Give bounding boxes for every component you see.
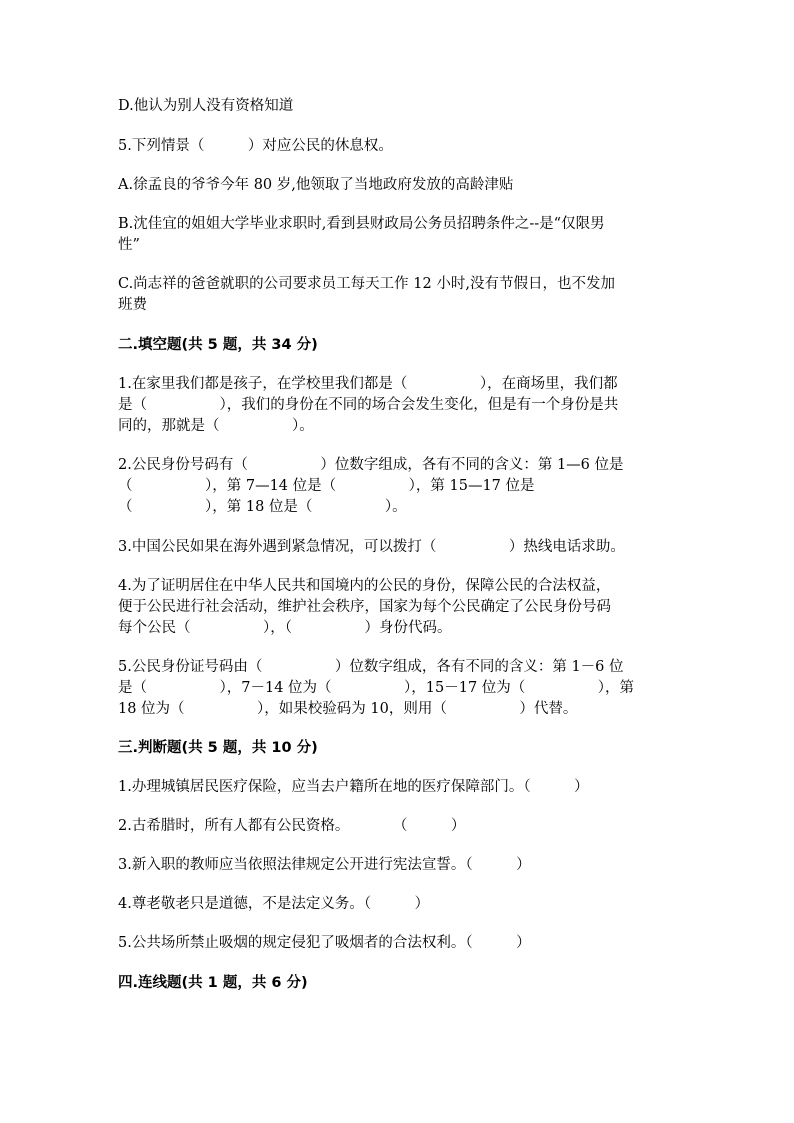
fill-q5-line-1: 5.公民身份证号码由（ ）位数字组成，各有不同的含义：第 1－6 位 [118,659,624,675]
section-heading-matching: 四.连线题(共 1 题，共 6 分) [118,975,308,991]
section-heading-true-false: 三.判断题(共 5 题，共 10 分) [118,740,318,756]
option-a: A.徐孟良的爷爷今年 80 岁,他领取了当地政府发放的高龄津贴 [118,177,514,193]
judge-q1: 1.办理城镇居民医疗保险，应当去户籍所在地的医疗保障部门。（ ） [118,779,589,795]
option-b-line-1: B.沈佳宜的姐姐大学毕业求职时,看到县财政局公务员招聘条件之--是“仅限男 [118,216,605,232]
fill-q2-line-1: 2.公民身份号码有（ ）位数字组成，各有不同的含义：第 1—6 位是 [118,457,624,473]
fill-q1-line-2: 是（ ），我们的身份在不同的场合会发生变化，但是有一个身份是共 [118,397,619,413]
fill-q4-line-2: 便于公民进行社会活动，维护社会秩序，国家为每个公民确定了公民身份号码 [118,599,611,615]
judge-q3: 3.新入职的教师应当依照法律规定公开进行宪法宣誓。（ ） [118,857,531,873]
fill-q1-line-1: 1.在家里我们都是孩子，在学校里我们都是（ ），在商场里，我们都 [118,376,618,392]
option-d: D.他认为别人没有资格知道 [118,98,294,114]
fill-q3: 3.中国公民如果在海外遇到紧急情况，可以拨打（ ）热线电话求助。 [118,539,625,555]
judge-q5: 5.公共场所禁止吸烟的规定侵犯了吸烟者的合法权利。（ ） [118,935,531,951]
fill-q5-line-2: 是（ ），7－14 位为（ ），15－17 位为（ ），第 [118,680,635,696]
section-heading-fill-blank: 二.填空题(共 5 题，共 34 分) [118,337,318,353]
fill-q2-line-2: （ ），第 7—14 位是（ ），第 15—17 位是 [118,478,535,494]
option-c-line-2: 班费 [118,297,147,313]
fill-q1-line-3: 同的，那就是（ ）。 [118,418,314,434]
option-c-line-1: C.尚志祥的爸爸就职的公司要求员工每天工作 12 小时,没有节假日，也不发加 [118,276,615,292]
fill-q2-line-3: （ ），第 18 位是（ ）。 [118,499,407,515]
question-5-stem: 5.下列情景（ ）对应公民的休息权。 [118,138,393,154]
judge-q2: 2.古希腊时，所有人都有公民资格。 （ ） [118,818,466,834]
fill-q4-line-3: 每个公民（ ），（ ）身份代码。 [118,620,452,636]
option-b-line-2: 性” [118,237,140,253]
fill-q4-line-1: 4.为了证明居住在中华人民共和国境内的公民的身份，保障公民的合法权益， [118,578,611,594]
fill-q5-line-3: 18 位为（ ），如果校验码为 10，则用（ ）代替。 [118,701,578,717]
judge-q4: 4.尊老敬老只是道德，不是法定义务。（ ） [118,896,430,912]
